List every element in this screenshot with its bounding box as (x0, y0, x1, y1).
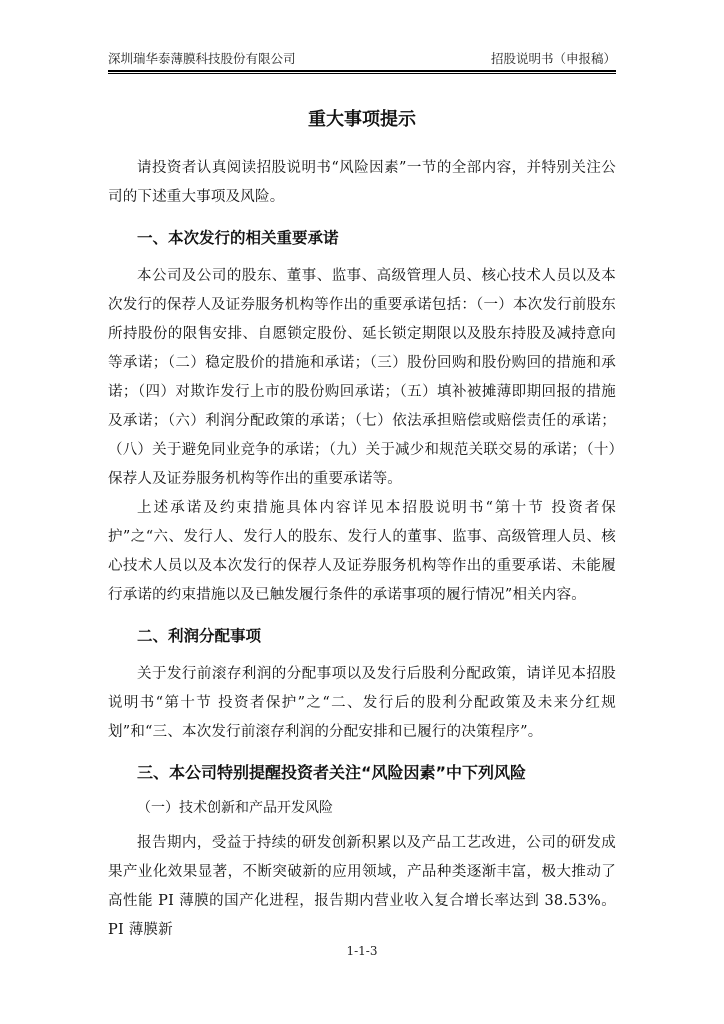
tech-innovation-risk-paragraph: 报告期内，受益于持续的研发创新积累以及产品工艺改进，公司的研发成果产业化效果显著，不断突破新的应用领域，产品种类逐渐丰富，极大推动了高性能 PI 薄膜的国产化进程，报告期内营业收入复合增长率达到 38.53%。PI 薄膜新 (108, 835, 616, 938)
header-rule (108, 70, 616, 72)
page-number: 1-1-3 (346, 944, 378, 958)
header-company-name: 深圳瑞华泰薄膜科技股份有限公司 (108, 51, 296, 66)
profit-distribution-paragraph: 关于发行前滚存利润的分配事项以及发行后股利分配政策，请详见本招股说明书“第十节 投资者保护”之“二、发行后的股利分配政策及未来分红规划”和“三、本次发行前滚存利润的分配安排和已履行的决策程序”。 (108, 666, 616, 740)
page-header (108, 50, 616, 68)
header-document-type: 招股说明书（申报稿） (490, 51, 616, 66)
subsection-heading-tech-innovation-risk: （一）技术创新和产品开发风险 (137, 800, 333, 816)
document-title: 重大事项提示 (308, 109, 416, 130)
intro-paragraph: 请投资者认真阅读招股说明书“风险因素”一节的全部内容，并特别关注公司的下述重大事项及风险。 (108, 160, 616, 205)
header-rule-thin (108, 73, 616, 74)
commitments-paragraph-1: 本公司及公司的股东、董事、监事、高级管理人员、核心技术人员以及本次发行的保荐人及证券服务机构等作出的重要承诺包括：（一）本次发行前股东所持股份的限售安排、自愿锁定股份、延长锁定期限以及股东持股及减持意向等承诺；（二）稳定股价的措施和承诺；（三）股份回购和股份购回的措施和承诺；（四）对欺诈发行上市的股份购回承诺；（五）填补被摊薄即期回报的措施及承诺；（六）利润分配政策的承诺；（七）依法承担赔偿或赔偿责任的承诺；（八）关于避免同业竞争的承诺；（九）关于减少和规范关联交易的承诺；（十）保荐人及证券服务机构等作出的重要承诺等。 (108, 268, 616, 487)
document-body (108, 100, 616, 945)
commitments-paragraph-2: 上述承诺及约束措施具体内容详见本招股说明书“第十节 投资者保护”之“六、发行人、发行人的股东、发行人的董事、监事、高级管理人员、核心技术人员以及本次发行的保荐人及证券服务机构等作出的重要承诺、未能履行承诺的约束措施以及已触发履行条件的承诺事项的履行情况”相关内容。 (108, 500, 616, 603)
section-heading-risk-factors: 三、本公司特别提醒投资者关注“风险因素”中下列风险 (137, 763, 527, 782)
section-heading-commitments: 一、本次发行的相关重要承诺 (137, 229, 339, 247)
section-heading-profit-distribution: 二、利润分配事项 (137, 627, 262, 645)
